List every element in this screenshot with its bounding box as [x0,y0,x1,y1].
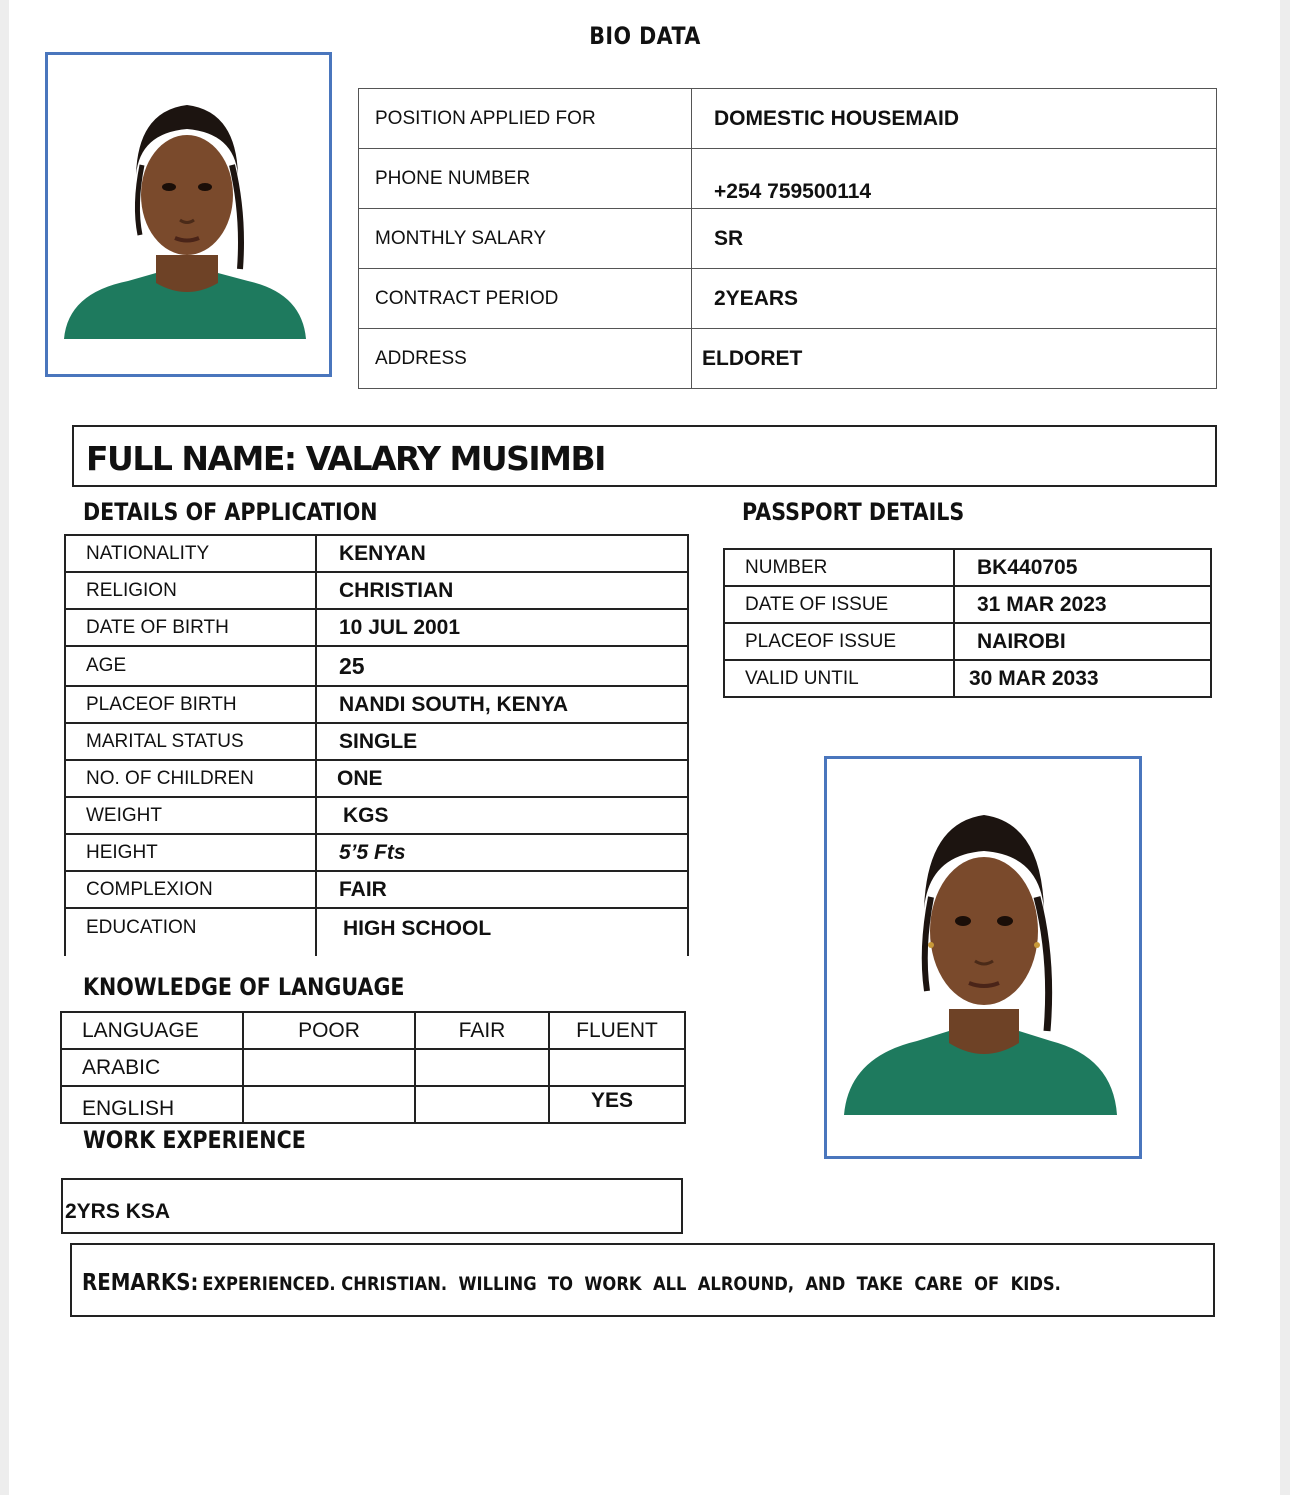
work-experience-value: 2YRS KSA [65,1200,171,1223]
page-title: BIO DATA [589,22,701,50]
issue-place-value: NAIROBI [954,623,1211,660]
weight-label: WEIGHT [65,797,316,834]
contract-label: CONTRACT PERIOD [359,269,692,329]
marital-label: MARITAL STATUS [65,723,316,760]
complexion-label: COMPLEXION [65,871,316,908]
children-value: ONE [316,760,688,797]
arabic-poor [243,1049,415,1086]
full-name-box [72,425,1217,487]
remarks-box [70,1243,1215,1317]
height-label: HEIGHT [65,834,316,871]
education-label: EDUCATION [65,908,316,956]
remarks-text: EXPERIENCED. CHRISTIAN. WILLING TO WORK ALL ALROUND, AND TAKE CARE OF KIDS. [202,1273,1061,1295]
language-heading: KNOWLEDGE OF LANGUAGE [83,973,405,1001]
valid-until-value: 30 MAR 2033 [954,660,1211,697]
dob-value: 10 JUL 2001 [316,609,688,646]
fluent-header: FLUENT [549,1012,685,1049]
person-portrait-image [827,759,1139,1156]
position-value: DOMESTIC HOUSEMAID [692,89,1217,149]
language-table [60,1011,686,1124]
issue-place-label: PLACEOF ISSUE [724,623,954,660]
passport-number-value: BK440705 [954,549,1211,586]
phone-value: +254 759500114 [692,149,1217,209]
portrait-photo-passport [824,756,1142,1159]
valid-until-label: VALID UNTIL [724,660,954,697]
education-value: HIGH SCHOOL [316,908,688,956]
position-info-table [358,88,1217,389]
work-experience-heading: WORK EXPERIENCE [83,1126,306,1154]
details-heading: DETAILS OF APPLICATION [83,498,378,526]
poor-header: POOR [243,1012,415,1049]
work-experience-box [61,1178,683,1234]
fair-header: FAIR [415,1012,549,1049]
passport-number-label: NUMBER [724,549,954,586]
salary-value: SR [692,209,1217,269]
nationality-label: NATIONALITY [65,535,316,572]
portrait-photo-top [45,52,332,377]
age-value: 25 [316,646,688,686]
weight-value: KGS [316,797,688,834]
marital-value: SINGLE [316,723,688,760]
issue-date-label: DATE OF ISSUE [724,586,954,623]
contract-value: 2YEARS [692,269,1217,329]
salary-label: MONTHLY SALARY [359,209,692,269]
religion-label: RELIGION [65,572,316,609]
nationality-value: KENYAN [316,535,688,572]
details-table [64,534,689,956]
full-name: FULL NAME: VALARY MUSIMBI [86,439,605,478]
age-label: AGE [65,646,316,686]
height-value: 5’5 Fts [316,834,688,871]
language-english: ENGLISH [61,1086,243,1123]
remarks-label: REMARKS: [82,1270,199,1296]
children-label: NO. OF CHILDREN [65,760,316,797]
complexion-value: FAIR [316,871,688,908]
religion-value: CHRISTIAN [316,572,688,609]
person-portrait-image [48,55,329,374]
issue-date-value: 31 MAR 2023 [954,586,1211,623]
arabic-fair [415,1049,549,1086]
english-fair [415,1086,549,1123]
address-value: ELDORET [692,329,1217,389]
pob-value: NANDI SOUTH, KENYA [316,686,688,723]
english-poor [243,1086,415,1123]
arabic-fluent [549,1049,685,1086]
pob-label: PLACEOF BIRTH [65,686,316,723]
position-label: POSITION APPLIED FOR [359,89,692,149]
language-arabic: ARABIC [61,1049,243,1086]
dob-label: DATE OF BIRTH [65,609,316,646]
passport-heading: PASSPORT DETAILS [742,498,965,526]
remarks-line [82,1270,1061,1296]
address-label: ADDRESS [359,329,692,389]
passport-table [723,548,1212,698]
language-header: LANGUAGE [61,1012,243,1049]
english-fluent: YES [549,1086,685,1123]
phone-label: PHONE NUMBER [359,149,692,209]
